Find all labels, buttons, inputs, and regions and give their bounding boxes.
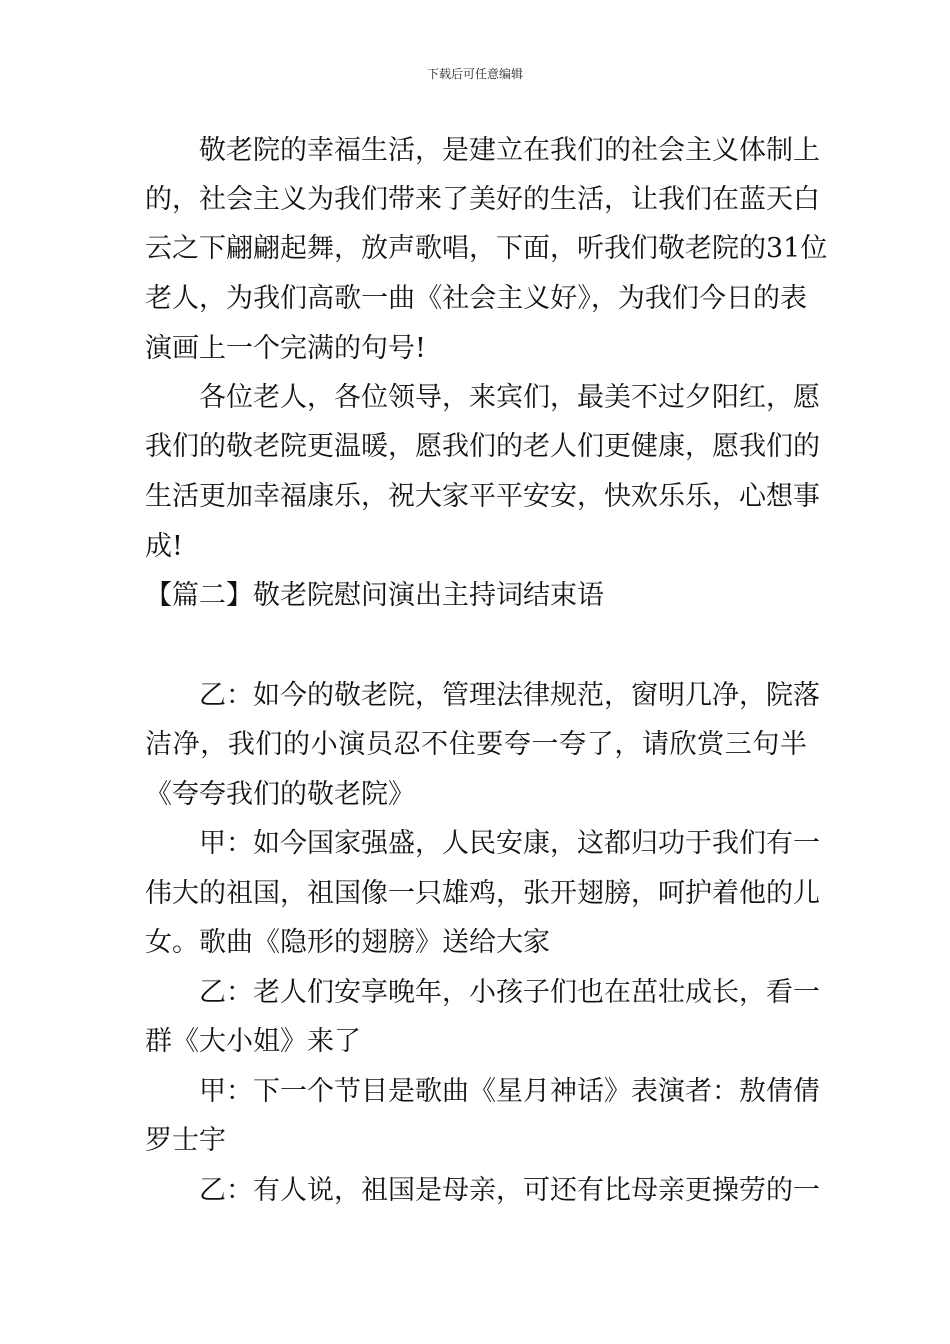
paragraph-2-line-4: 成! [145, 531, 183, 562]
dialogue-2-line-1: 甲：如今国家强盛，人民安康，这都归功于我们有一 [199, 828, 820, 859]
paragraph-1-line-3: 云之下翩翩起舞，放声歌唱，下面，听我们敬老院的31位 [145, 233, 828, 264]
dialogue-5-line-1: 乙：有人说，祖国是母亲，可还有比母亲更操劳的一 [199, 1175, 820, 1206]
dialogue-2-line-2: 伟大的祖国，祖国像一只雄鸡，张开翅膀，呵护着他的儿 [145, 878, 820, 909]
dialogue-3-line-1: 乙：老人们安享晚年，小孩子们也在茁壮成长，看一 [199, 977, 820, 1008]
paragraph-1-line-1: 敬老院的幸福生活，是建立在我们的社会主义体制上 [199, 135, 820, 166]
dialogue-3-line-2: 群《大小姐》来了 [145, 1026, 361, 1057]
section-heading: 【篇二】敬老院慰问演出主持词结束语 [145, 580, 604, 611]
dialogue-1-line-1: 乙：如今的敬老院，管理法律规范，窗明几净，院落 [199, 680, 820, 711]
paragraph-2-line-1: 各位老人，各位领导，来宾们，最美不过夕阳红，愿 [199, 382, 820, 413]
dialogue-2-line-3: 女。歌曲《隐形的翅膀》送给大家 [145, 927, 550, 958]
paragraph-1-line-2: 的，社会主义为我们带来了美好的生活，让我们在蓝天白 [145, 184, 820, 215]
dialogue-1-line-3: 《夸夸我们的敬老院》 [145, 779, 415, 810]
paragraph-2-line-2: 我们的敬老院更温暖，愿我们的老人们更健康，愿我们的 [145, 431, 820, 462]
dialogue-1-line-2: 洁净，我们的小演员忍不住要夸一夸了，请欣赏三句半 [145, 729, 807, 760]
paragraph-1-line-5: 演画上一个完满的句号! [145, 333, 426, 364]
paragraph-1-line-4: 老人，为我们高歌一曲《社会主义好》，为我们今日的表 [145, 283, 807, 314]
dialogue-4-line-1: 甲：下一个节目是歌曲《星月神话》表演者：敖倩倩 [199, 1076, 820, 1107]
dialogue-4-line-2: 罗士宇 [145, 1125, 226, 1156]
paragraph-2-line-3: 生活更加幸福康乐，祝大家平平安安，快欢乐乐，心想事 [145, 481, 820, 512]
page-header-note: 下载后可任意编辑 [426, 67, 523, 81]
